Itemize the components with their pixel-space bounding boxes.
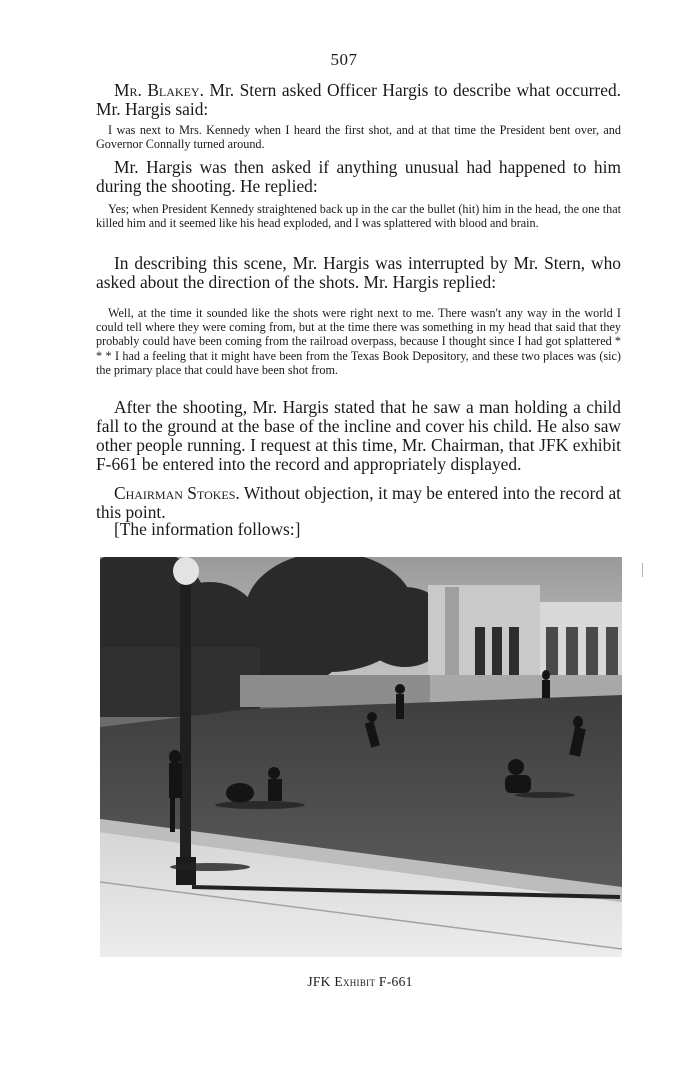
paragraph-information-follows: [The information follows:]	[114, 519, 301, 539]
paragraph-text: Mr. Stern asked Officer Hargis to describe what occurred. Mr. Hargis said:	[96, 80, 621, 119]
paragraph-hargis-asked: Mr. Hargis was then asked if anything unusual had happened to him during the shooting. He replied:	[96, 157, 621, 196]
speaker-name: Chairman Stokes.	[114, 483, 240, 503]
photo-illustration	[100, 557, 622, 957]
paragraph-interrupted: In describing this scene, Mr. Hargis was interrupted by Mr. Stern, who asked about the direction of the shots. Mr. Hargis replied:	[96, 253, 621, 292]
caption-text: JFK Exhibit F-661	[307, 974, 413, 989]
page-number: 507	[330, 50, 358, 69]
exhibit-caption	[0, 974, 688, 990]
quote-hargis-3: Well, at the time it sounded like the shots were right next to me. There wasn't any way in the world I could tell where they were coming from, but at the time there was something in my head that said that they probably could have been coming from the railroad overpass, because I thought since I had got splattered * * * I had a feeling that it might have been from the Texas Book Depository, and these two places was (sic) the primary place that could have been shot from.	[96, 306, 621, 377]
paragraph-after-shooting: After the shooting, Mr. Hargis stated that he saw a man holding a child fall to the ground at the base of the incline and cover his child. He also saw other people running. I request at this time, Mr. Chairman, that JFK exhibit F-661 be entered into the record and appropriately displayed.	[96, 397, 621, 474]
paragraph-stokes	[96, 484, 621, 522]
quote-hargis-1: I was next to Mrs. Kennedy when I heard the first shot, and at that time the President bent over, and Governor Connally turned around.	[96, 123, 621, 152]
exhibit-photograph	[100, 557, 622, 957]
paragraph-blakey	[96, 81, 621, 119]
scan-mark	[642, 563, 643, 577]
pergola-building	[428, 585, 622, 705]
quote-hargis-2: Yes; when President Kennedy straightened back up in the car the bullet (hit) him in the head, the one that killed him and it seemed like his head exploded, and I was splattered with blood and brain.	[96, 202, 621, 231]
speaker-name: Mr. Blakey.	[114, 80, 204, 100]
paragraph-text: Without objection, it may be entered into the record at this point.	[96, 483, 621, 522]
